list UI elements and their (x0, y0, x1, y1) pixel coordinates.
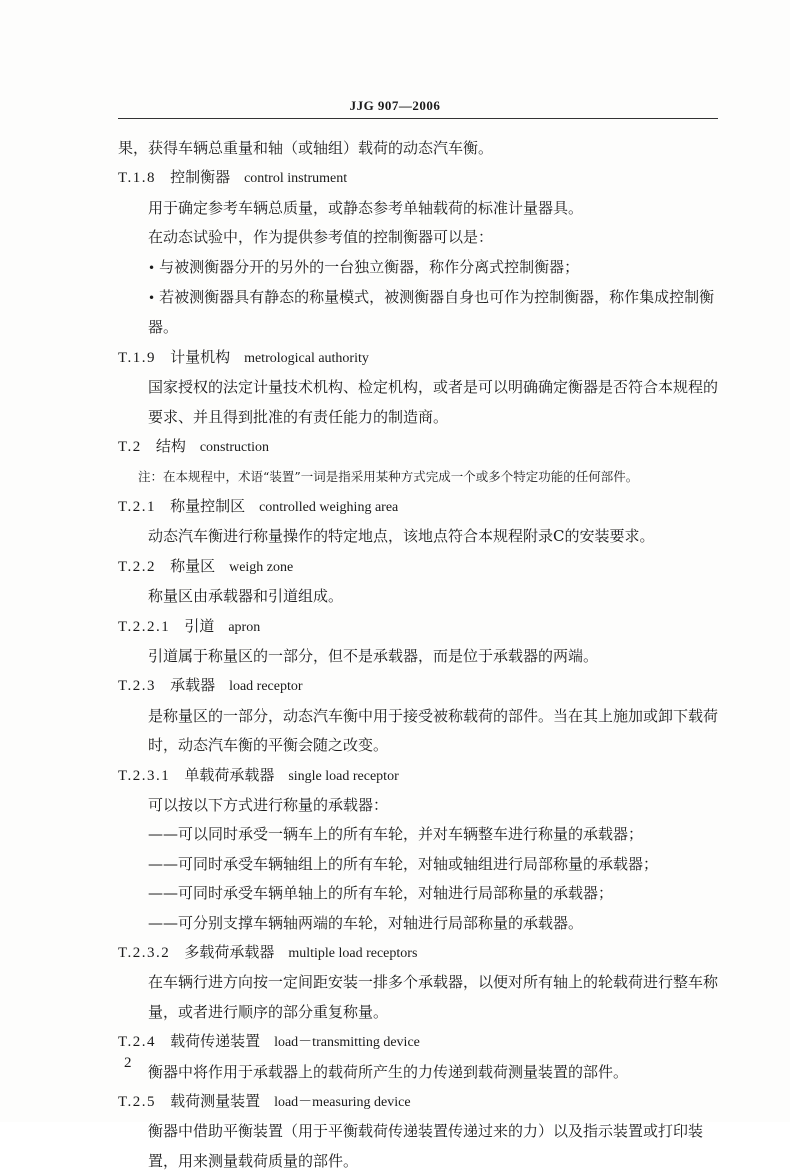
term-number: T.2 (118, 439, 142, 456)
term-chinese: 称量区 (170, 556, 216, 575)
dash-item: ——可以同时承受一辆车上的所有车轮，并对车辆整车进行称量的承载器； (148, 825, 644, 844)
term-chinese: 载荷测量装置 (170, 1092, 261, 1110)
paragraph: 在动态试验中，作为提供参考值的控制衡器可以是： (148, 228, 494, 247)
term-heading (118, 163, 718, 193)
term-chinese: 引道 (184, 616, 215, 635)
term-number: T.2.5 (118, 1094, 157, 1110)
term-heading (118, 761, 718, 791)
term-heading (118, 938, 718, 968)
dash-item: ——可同时承受车辆单轴上的所有车轮，对轴进行局部称量的承载器； (148, 884, 614, 903)
paragraph: 果，获得车辆总重量和轴（或轴组）载荷的动态汽车衡。 (118, 139, 494, 157)
paragraph: 可以按以下方式进行称量的承载器： (148, 795, 389, 814)
term-chinese: 控制衡器 (170, 168, 231, 187)
term-chinese: 结构 (155, 437, 186, 456)
term-heading (118, 1087, 718, 1117)
term-english: single load receptor (288, 768, 399, 784)
paragraph: 用于确定参考车辆总质量，或静态参考单轴载荷的标准计量器具。 (148, 198, 584, 217)
dash-item: ——可同时承受车辆轴组上的所有车轮，对轴或轴组进行局部称量的承载器； (148, 854, 659, 873)
paragraph: 是称量区的一部分，动态汽车衡中用于接受被称载荷的部件。当在其上施加或卸下载荷时，动态汽车衡的平衡会随之改变。 (148, 706, 718, 755)
document-body (118, 134, 718, 1176)
term-number: T.2.2 (118, 558, 157, 575)
term-chinese: 承载器 (170, 676, 216, 695)
paragraph: 衡器中将作用于承载器上的载荷所产生的力传递到载荷测量装置的部件。 (148, 1062, 629, 1081)
bullet-item (118, 253, 718, 283)
term-chinese: 称量控制区 (170, 496, 246, 515)
term-number: T.2.1 (118, 498, 157, 515)
term-english: load－measuring device (274, 1095, 411, 1110)
term-number: T.2.3.1 (118, 767, 171, 784)
term-number: T.2.4 (118, 1034, 157, 1051)
paragraph: 在车辆行进方向按一定间距安装一排多个承载器，以便对所有轴上的轮载荷进行整车称量，或者进行顺序的部分重复称量。 (148, 973, 718, 1021)
term-heading (118, 343, 718, 373)
term-english: weigh zone (229, 559, 294, 575)
term-english: controlled weighing area (259, 499, 399, 515)
paragraph: 称量区由承载器和引道组成。 (148, 587, 344, 606)
paragraph: 引道属于称量区的一部分，但不是承载器，而是位于承载器的两端。 (148, 646, 599, 665)
term-heading (118, 552, 718, 582)
bullet-text: 若被测衡器具有静态的称量模式，被测衡器自身也可作为控制衡器，称作集成控制衡器。 (148, 288, 715, 337)
term-chinese: 载荷传递装置 (170, 1032, 261, 1051)
term-heading (118, 1027, 718, 1057)
term-number: T.1.9 (118, 349, 157, 366)
term-english: load－transmitting device (274, 1035, 420, 1051)
term-english: apron (228, 619, 261, 635)
term-number: T.2.3.2 (118, 944, 171, 961)
paragraph: 国家授权的法定计量技术机构、检定机构，或者是可以明确确定衡器是否符合本规程的要求、并且得到批准的有责任能力的制造商。 (148, 378, 718, 426)
bullet-item (118, 283, 718, 343)
term-chinese: 多载荷承载器 (184, 942, 275, 961)
header-rule (118, 118, 718, 119)
term-heading (118, 432, 718, 462)
term-heading (118, 492, 718, 522)
paragraph: 动态汽车衡进行称量操作的特定地点，该地点符合本规程附录C的安装要求。 (148, 527, 655, 546)
term-heading (118, 671, 718, 701)
term-english: metrological authority (244, 350, 369, 366)
term-chinese: 计量机构 (170, 347, 231, 366)
paragraph: 衡器中借助平衡装置（用于平衡载荷传递装置传递过来的力）以及指示装置或打印装置，用来测量载荷质量的部件。 (148, 1122, 704, 1170)
term-english: control instrument (244, 171, 348, 187)
term-chinese: 单载荷承载器 (184, 765, 275, 784)
bullet-icon: • (148, 260, 156, 275)
bullet-icon: • (148, 291, 156, 306)
bullet-text: 与被测衡器分开的另外的一台独立衡器，称作分离式控制衡器； (159, 257, 580, 276)
term-english: multiple load receptors (288, 945, 418, 961)
term-english: construction (199, 440, 270, 456)
note: 注：在本规程中，术语“装置”一词是指采用某种方式完成一个或多个特定功能的任何部件。 (138, 469, 639, 485)
term-number: T.2.3 (118, 678, 157, 695)
dash-item: ——可分别支撑车辆轴两端的车轮，对轴进行局部称量的承载器。 (148, 913, 584, 932)
term-heading (118, 612, 718, 642)
term-english: load receptor (229, 679, 303, 695)
term-number: T.1.8 (118, 170, 157, 187)
page-number: 2 (124, 1055, 132, 1071)
page-header: JJG 907—2006 (349, 98, 441, 113)
term-number: T.2.2.1 (118, 618, 171, 635)
